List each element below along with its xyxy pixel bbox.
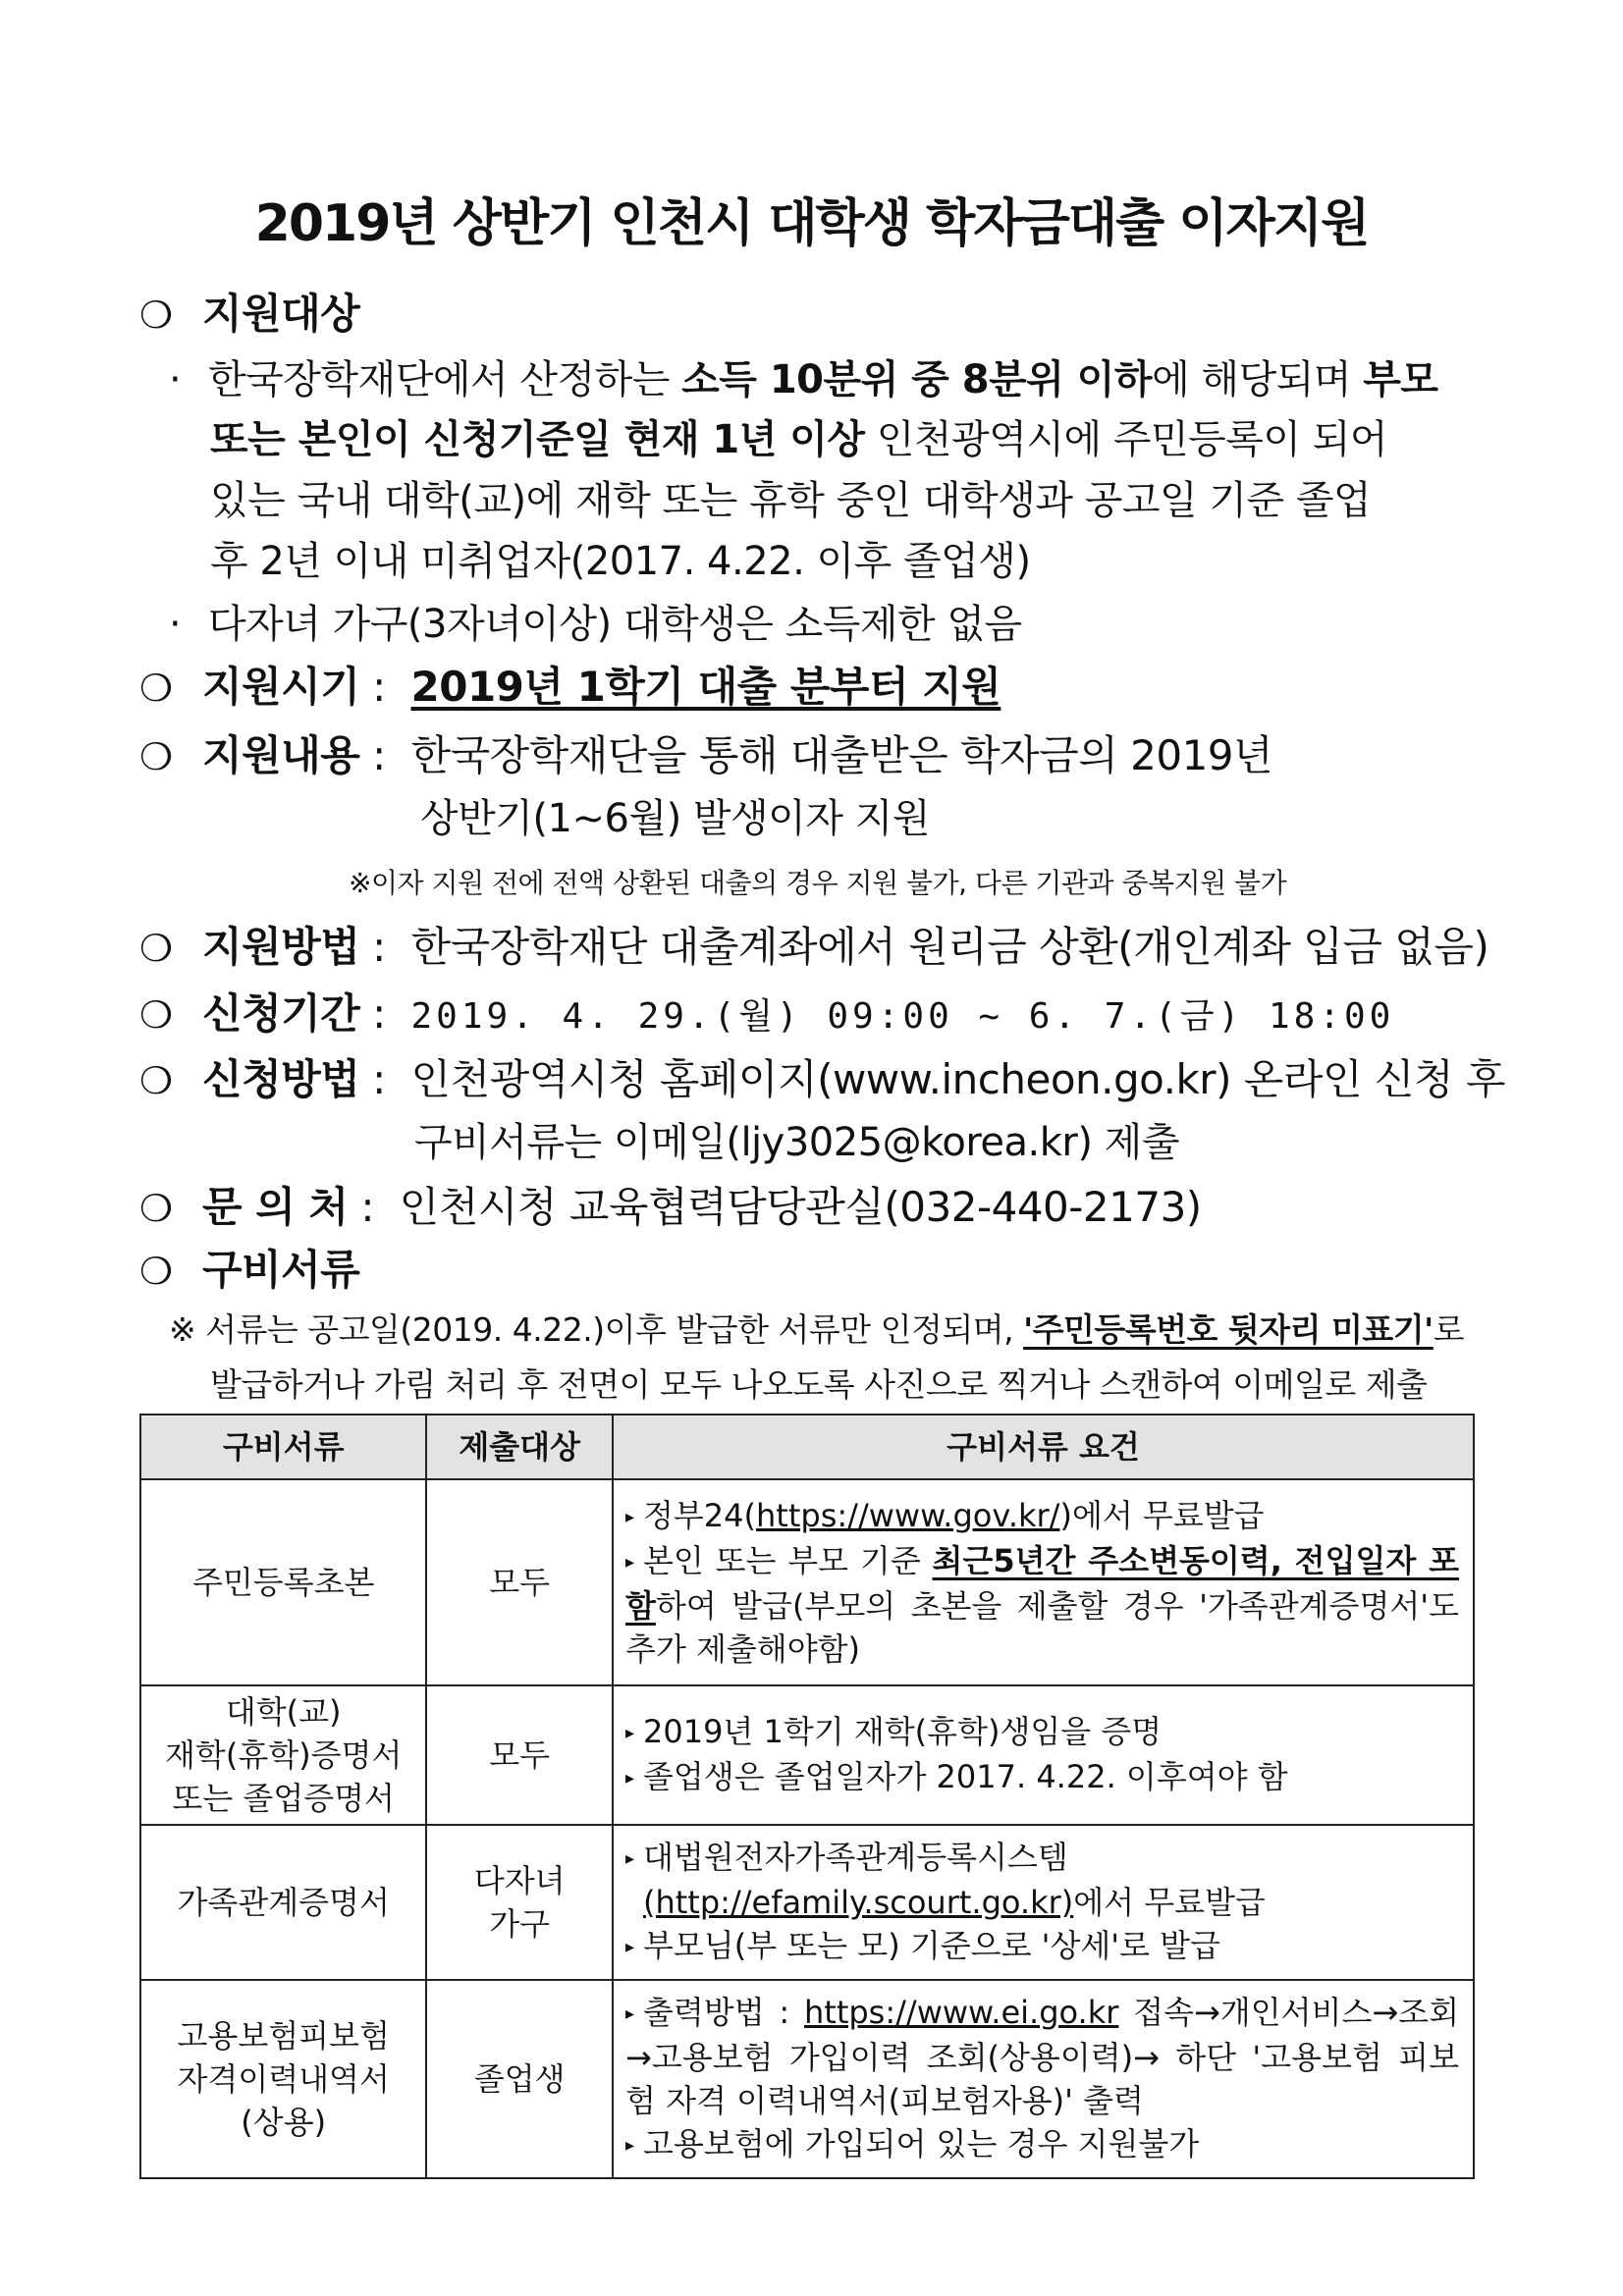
section-period: ❍ 지원시기 : 2019년 1학기 대출 분부터 지원: [139, 658, 1001, 718]
doc-requirements: [613, 1479, 1474, 1685]
section-contact: ❍ 문 의 처 : 인천시청 교육협력담당관실(032-440-2173): [139, 1178, 1202, 1238]
table-row: [140, 1980, 1474, 2178]
required-documents-table: [139, 1414, 1475, 2179]
section-label: 지원대상: [202, 290, 360, 338]
list-item: ▸ 부모님(부 또는 모) 기준으로 '상세'로 발급: [625, 1924, 1459, 1969]
apply-method-line-2: 구비서류는 이메일(ljy3025@korea.kr) 제출: [414, 1120, 1179, 1165]
table-header-row: [140, 1415, 1474, 1479]
section-method: ❍ 지원방법 : 한국장학재단 대출계좌에서 원리금 상환(개인계좌 입금 없음): [139, 918, 1488, 978]
table-row: [140, 1479, 1474, 1685]
period-value: 2019년 1학기 대출 분부터 지원: [410, 663, 1001, 711]
target-line-3: 있는 국내 대학(교)에 재학 또는 휴학 중인 대학생과 공고일 기준 졸업: [210, 478, 1372, 523]
list-item: ▸ 고용보험에 가입되어 있는 경우 지원불가: [625, 2122, 1459, 2167]
list-item: ▸ 출력방법 : https://www.ei.go.kr 접속→개인서비스→조회→고용보험 가입이력 조회(상용이력)→ 하단 '고용보험 피보험 자격 이력내역서(피보험자용)' 출력: [624, 1994, 1459, 2119]
doc-target: 모두: [426, 1685, 613, 1825]
column-header: 구비서류: [140, 1415, 426, 1479]
circle-bullet-icon: ❍: [139, 667, 173, 710]
triangle-bullet-icon: ▸: [624, 1507, 635, 1527]
circle-bullet-icon: ❍: [139, 735, 173, 778]
target-line-1: · 한국장학재단에서 산정하는 소득 10분위 중 8분위 이하에 해당되며 부모: [169, 350, 1519, 409]
table-row: [140, 1825, 1474, 1980]
doc-name: 주민등록초본: [140, 1479, 426, 1685]
triangle-bullet-icon: ▸: [624, 1937, 635, 1957]
triangle-bullet-icon: ▸: [624, 1723, 635, 1743]
doc-requirements: [613, 1980, 1474, 2178]
doc-name: 대학(교) 재학(휴학)증명서 또는 졸업증명서: [140, 1685, 426, 1825]
section-docs: ❍ 구비서류: [139, 1241, 359, 1301]
doc-name: 가족관계증명서: [140, 1825, 426, 1980]
dot-bullet-icon: ·: [169, 357, 182, 402]
ei-link[interactable]: https://www.ei.go.kr: [803, 1994, 1119, 2031]
section-content: ❍ 지원내용 : 한국장학재단을 통해 대출받은 학자금의 2019년: [139, 726, 1272, 786]
circle-bullet-icon: ❍: [139, 993, 173, 1037]
doc-name: 고용보험피보험 자격이력내역서 (상용): [140, 1980, 426, 2178]
doc-requirements: [613, 1685, 1474, 1825]
circle-bullet-icon: ❍: [139, 1187, 173, 1230]
section-target: [139, 285, 359, 345]
list-item: ▸ 대법원전자가족관계등록시스템: [625, 1836, 1459, 1881]
circle-bullet-icon: ❍: [139, 1059, 173, 1102]
doc-target: 다자녀 가구: [426, 1825, 613, 1980]
doc-target: 모두: [426, 1479, 613, 1685]
page-title: 2019년 상반기 인천시 대학생 학자금대출 이자지원: [254, 194, 1369, 253]
triangle-bullet-icon: ▸: [624, 2135, 635, 2156]
docs-note-2: 발급하거나 가림 처리 후 전면이 모두 나오도록 사진으로 찍거나 스캔하여 이메일로 제출: [210, 1365, 1428, 1404]
circle-bullet-icon: ❍: [139, 1250, 173, 1293]
target-line-2: 또는 본인이 신청기준일 현재 1년 이상 인천광역시에 주민등록이 되어: [210, 417, 1388, 462]
triangle-bullet-icon: ▸: [624, 2003, 635, 2024]
triangle-bullet-icon: ▸: [624, 1552, 635, 1573]
section-apply-method: ❍ 신청방법 : 인천광역시청 홈페이지(www.incheon.go.kr) 온라인 신청 후: [139, 1050, 1505, 1110]
column-header: 제출대상: [426, 1415, 613, 1479]
content-note: ※이자 지원 전에 전액 상환된 대출의 경우 지원 불가, 다른 기관과 중복지원 불가: [349, 867, 1287, 899]
list-item: ▸ 졸업생은 졸업일자가 2017. 4.22. 이후여야 함: [625, 1755, 1459, 1800]
section-apply-period: ❍ 신청기간 : 2019. 4. 29.(월) 09:00 ~ 6. 7.(금) 18:00: [139, 985, 1394, 1046]
gov-link[interactable]: https://www.gov.kr/: [756, 1497, 1060, 1534]
triangle-bullet-icon: ▸: [624, 1768, 635, 1789]
circle-bullet-icon: ❍: [139, 294, 173, 337]
docs-note-1: ※ 서류는 공고일(2019. 4.22.)이후 발급한 서류만 인정되며, '주민등록번호 뒷자리 미표기'로: [169, 1310, 1465, 1349]
target-line-5: · 다자녀 가구(3자녀이상) 대학생은 소득제한 없음: [169, 595, 1022, 654]
circle-bullet-icon: ❍: [139, 927, 173, 970]
content-line-2: 상반기(1~6월) 발생이자 지원: [420, 796, 930, 841]
column-header: 구비서류 요건: [613, 1415, 1474, 1479]
dot-bullet-icon: ·: [169, 602, 182, 647]
list-item: ▸ 본인 또는 부모 기준 최근5년간 주소변동이력, 전입일자 포함하여 발급(부모의 초본을 제출할 경우 '가족관계증명서'도 추가 제출해야함): [624, 1542, 1460, 1668]
doc-target: 졸업생: [426, 1980, 613, 2178]
efamily-link[interactable]: (http://efamily.scourt.go.kr): [642, 1884, 1074, 1921]
doc-requirements: [613, 1825, 1474, 1980]
table-row: [140, 1685, 1474, 1825]
list-item: (http://efamily.scourt.go.kr)에서 무료발급: [642, 1884, 1266, 1921]
list-item: ▸ 정부24(https://www.gov.kr/)에서 무료발급: [625, 1494, 1459, 1539]
target-line-4: 후 2년 이내 미취업자(2017. 4.22. 이후 졸업생): [210, 539, 1031, 584]
list-item: ▸ 2019년 1학기 재학(휴학)생임을 증명: [625, 1710, 1459, 1755]
triangle-bullet-icon: ▸: [624, 1848, 635, 1869]
